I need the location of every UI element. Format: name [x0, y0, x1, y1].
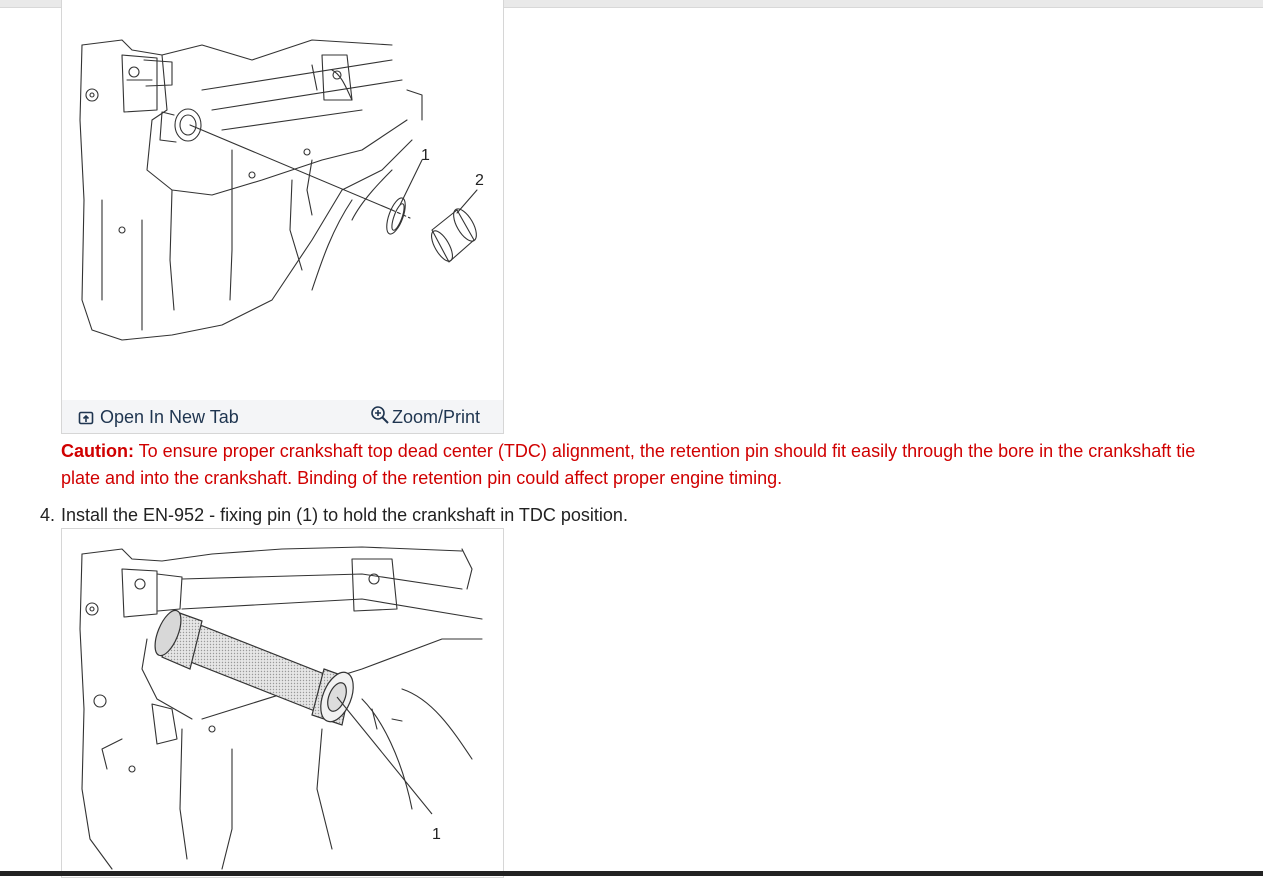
zoom-print-link[interactable]	[370, 407, 480, 428]
callout-1: 1	[432, 826, 441, 843]
caution-text: To ensure proper crankshaft top dead center (TDC) alignment, the retention pin should fit easily through the bore in the crankshaft tie plate and into the crankshaft. Binding of the retention pin could affect proper engine timing.	[61, 441, 1196, 488]
figure-seal-installation	[61, 0, 504, 434]
callout-2: 2	[475, 172, 484, 189]
zoom-in-icon	[370, 405, 390, 425]
step-text: Install the EN-952 - fixing pin (1) to hold the crankshaft in TDC position.	[61, 505, 628, 525]
bottom-edge-bar	[0, 871, 1263, 876]
callout-1: 1	[421, 147, 430, 164]
zoom-print-label: Zoom/Print	[392, 407, 481, 427]
engine-illustration-2	[62, 529, 503, 874]
open-in-new-tab-link[interactable]	[78, 407, 239, 428]
step-number: 4.	[40, 505, 56, 525]
open-in-new-tab-label: Open In New Tab	[100, 407, 239, 427]
engine-illustration-1	[62, 0, 503, 400]
figure-toolbar	[62, 400, 503, 433]
caution-note	[61, 438, 1211, 492]
figure-fixing-pin	[61, 528, 504, 878]
open-in-new-tab-icon	[78, 410, 94, 426]
procedure-step-4	[40, 502, 628, 528]
caution-label: Caution:	[61, 441, 134, 461]
